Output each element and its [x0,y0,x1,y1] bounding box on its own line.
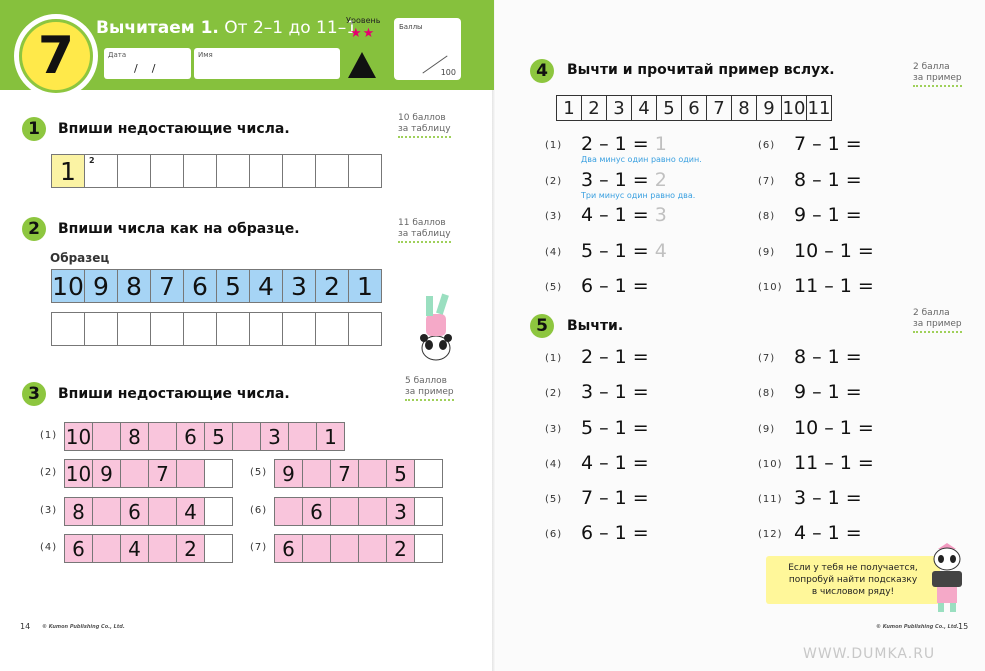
exercise-label: (4) [545,459,563,470]
problem-expression: 4 – 1 = [794,522,862,544]
answer-cell[interactable] [358,534,387,563]
subtraction-problem[interactable] [581,346,649,368]
sequence-row [275,497,443,526]
sample-cell: 6 [183,269,217,303]
exercise-label: (12) [758,529,783,540]
exercise-label: (3) [40,505,58,516]
answer-cell[interactable] [183,312,217,346]
subtraction-problem[interactable] [794,204,862,226]
exercise-label: (2) [40,467,58,478]
problem-expression: 11 – 1 = [794,275,874,297]
number-line [557,95,832,121]
answer-cell[interactable] [183,154,217,188]
exercise-label: (9) [758,424,776,435]
watermark: WWW.DUMKA.RU [803,646,936,662]
problem-expression: 3 – 1 = [581,169,649,191]
subtraction-problem[interactable] [794,417,874,439]
score-box[interactable] [394,18,461,80]
section-2-number: 2 [22,217,46,241]
subtraction-problem[interactable] [794,133,862,155]
sequence-cell: 4 [176,497,205,526]
sample-cell: 10 [51,269,85,303]
exercise-label: (10) [758,459,783,470]
problem-expression: 8 – 1 = [794,169,862,191]
subtraction-problem[interactable] [794,169,862,191]
exercise-label: (7) [758,353,776,364]
problem-expression: 2 – 1 = [581,133,649,155]
problem-expression: 10 – 1 = [794,240,874,262]
answer-cell[interactable] [348,154,382,188]
sequence-cell: 7 [330,459,359,488]
subtraction-problem[interactable] [581,522,649,544]
number-line-cell: 3 [606,95,632,121]
section-1-points: 10 баллов за таблицу [398,113,451,138]
section-2-title: Впиши числа как на образце. [58,221,300,237]
subtraction-problem[interactable] [794,275,874,297]
answer-cell[interactable] [348,312,382,346]
sequence-cell: 2 [176,534,205,563]
number-line-cell: 6 [681,95,707,121]
sequence-row [275,534,443,563]
problem-expression: 8 – 1 = [794,346,862,368]
reading-hint: Три минус один равно два. [581,191,696,200]
sequence-row [65,497,233,526]
exercise-label: (2) [545,176,563,187]
answer-cell[interactable] [414,459,443,488]
subtraction-problem[interactable] [794,522,862,544]
sequence-cell: 10 [64,459,93,488]
number-line-cell: 4 [631,95,657,121]
sequence-row [65,534,233,563]
answer-cell[interactable] [51,312,85,346]
sample-row [52,269,382,303]
sample-cell: 3 [282,269,316,303]
score-label: Баллы [399,23,423,31]
answer-cell[interactable] [414,497,443,526]
copyright-left: © Kumon Publishing Co., Ltd. [42,624,125,630]
answer-cell[interactable] [358,497,387,526]
hint-line-2: попробуй найти подсказку [788,575,918,585]
subtraction-problem[interactable] [581,275,649,297]
answer-example: 4 [648,240,667,262]
answer-cell[interactable] [249,312,283,346]
subtraction-problem[interactable] [794,346,862,368]
sequence-cell: 9 [92,459,121,488]
answer-cell[interactable] [414,534,443,563]
answer-cell[interactable] [150,312,184,346]
panda-handstand-illustration [414,292,460,364]
answer-example: 1 [648,133,667,155]
unit-number: 7 [22,22,90,90]
problem-expression: 11 – 1 = [794,452,874,474]
exercise-label: (7) [250,542,268,553]
answer-cell[interactable] [302,459,331,488]
exercise-label: (7) [758,176,776,187]
answer-cell[interactable] [216,154,250,188]
sequence-cell: 6 [64,534,93,563]
exercise-label: (4) [40,542,58,553]
answer-cell[interactable] [92,422,121,451]
answer-cell[interactable] [288,422,317,451]
section-3-title: Впиши недостающие числа. [58,386,290,402]
answer-cell[interactable] [330,534,359,563]
level-stars: ★★ [350,26,376,41]
answer-cell[interactable] [92,534,121,563]
answer-example: 3 [648,204,667,226]
panda-accordion-illustration [924,543,970,613]
exercise-label: (6) [250,505,268,516]
subtraction-problem[interactable] [581,133,667,155]
section-4-title: Вычти и прочитай пример вслух. [567,62,835,78]
problem-expression: 9 – 1 = [794,381,862,403]
answer-cell[interactable] [204,459,233,488]
subtraction-problem[interactable] [581,381,649,403]
section-4-number: 4 [530,59,554,83]
hint-line-1: Если у тебя не получается, [788,563,918,573]
problem-expression: 7 – 1 = [581,487,649,509]
sequence-cell: 2 [386,534,415,563]
problem-expression: 5 – 1 = [581,417,649,439]
sample-cell: 2 [315,269,349,303]
sequence-cell: 10 [64,422,93,451]
page-number-left: 14 [20,622,31,631]
score-max: 100 [440,68,456,77]
section-3-points: 5 баллов за пример [405,376,454,401]
sample-label: Образец [50,251,110,265]
answer-cell[interactable] [315,154,349,188]
sequence-cell: 6 [176,422,205,451]
answer-cell[interactable] [315,312,349,346]
problem-expression: 3 – 1 = [794,487,862,509]
answer-cell[interactable] [249,154,283,188]
problem-expression: 6 – 1 = [581,522,649,544]
hint-line-3: в числовом ряду! [811,587,895,597]
answer-cell[interactable] [216,312,250,346]
sequence-cell: 3 [260,422,289,451]
answer-cell[interactable] [282,312,316,346]
problem-expression: 5 – 1 = [581,240,649,262]
sequence-row [65,459,233,488]
number-line-cell: 9 [756,95,782,121]
sequence-cell: 7 [148,459,177,488]
section-5-points: 2 балла за пример [913,308,962,333]
number-line-cell: 10 [781,95,807,121]
sample-cell: 4 [249,269,283,303]
exercise-label: (11) [758,494,783,505]
subtraction-problem[interactable] [581,417,649,439]
sequence-cell: 1 [316,422,345,451]
subtraction-problem[interactable] [581,204,667,226]
subtraction-problem[interactable] [581,487,649,509]
problem-expression: 6 – 1 = [581,275,649,297]
table-cell-given: 1 [51,154,85,188]
exercise-label: (2) [545,388,563,399]
section-1-title: Впиши недостающие числа. [58,121,290,137]
exercise-label: (3) [545,211,563,222]
sequence-cell: 4 [120,534,149,563]
sequence-cell: 3 [386,497,415,526]
subtraction-problem[interactable] [794,381,862,403]
answer-cell[interactable] [204,534,233,563]
subtraction-problem[interactable] [794,240,874,262]
problem-expression: 7 – 1 = [794,133,862,155]
section-1-number: 1 [22,117,46,141]
exercise-label: (4) [545,247,563,258]
answer-example: 2 [648,169,667,191]
answer-cell[interactable] [84,312,118,346]
problem-expression: 9 – 1 = [794,204,862,226]
name-field[interactable] [194,48,340,79]
exercise-label: (6) [758,140,776,151]
exercise-label: (5) [545,282,563,293]
answer-cell[interactable] [274,497,303,526]
exercise-label: (1) [40,430,58,441]
reading-hint: Два минус один равно один. [581,155,702,164]
sequence-cell: 9 [274,459,303,488]
answer-cell[interactable] [92,497,121,526]
subtraction-problem[interactable] [794,452,874,474]
problem-expression: 10 – 1 = [794,417,874,439]
exercise-label: (1) [545,353,563,364]
number-line-cell: 7 [706,95,732,121]
sequence-cell: 8 [120,422,149,451]
hint-box [766,556,940,604]
exercise-label: (1) [545,140,563,151]
answer-cell[interactable] [232,422,261,451]
answer-cell[interactable] [148,497,177,526]
number-line-cell: 2 [581,95,607,121]
level-label: Уровень [346,16,381,25]
section-4-points: 2 балла за пример [913,62,962,87]
sample-cell: 5 [216,269,250,303]
answer-cell[interactable] [117,154,151,188]
answer-cell[interactable] [120,459,149,488]
answer-cell[interactable] [176,459,205,488]
date-field[interactable] [104,48,191,79]
sequence-cell: 5 [204,422,233,451]
worksheet-title: Вычитаем 1. От 2–1 до 11–1 [96,18,358,38]
problem-expression: 3 – 1 = [581,381,649,403]
exercise-label: (6) [545,529,563,540]
exercise-label: (9) [758,247,776,258]
subtraction-problem[interactable] [794,487,862,509]
level-triangle-icon [348,52,376,78]
exercise-label: (5) [250,467,268,478]
answer-cell[interactable] [282,154,316,188]
book-spine [492,0,496,671]
section-1-superscript: 2 [89,156,95,165]
section-5-number: 5 [530,314,554,338]
number-line-cell: 1 [556,95,582,121]
exercise-label: (8) [758,211,776,222]
answer-cell[interactable] [204,497,233,526]
section-2-points: 11 баллов за таблицу [398,218,451,243]
subtraction-problem[interactable] [581,169,667,191]
sequence-cell: 6 [120,497,149,526]
exercise-label: (8) [758,388,776,399]
answer-cell[interactable] [148,422,177,451]
sequence-cell: 5 [386,459,415,488]
answer-cell[interactable] [330,497,359,526]
number-line-cell: 8 [731,95,757,121]
date-slashes: / / [134,62,156,75]
answer-cell[interactable] [148,534,177,563]
sample-cell: 9 [84,269,118,303]
sample-cell: 7 [150,269,184,303]
sequence-cell: 6 [302,497,331,526]
sequence-row [65,422,345,451]
copyright-right: © Kumon Publishing Co., Ltd. [876,624,959,630]
exercise-label: (10) [758,282,783,293]
exercise-label: (5) [545,494,563,505]
answer-cell[interactable] [358,459,387,488]
problem-expression: 4 – 1 = [581,452,649,474]
subtraction-problem[interactable] [581,452,649,474]
section-3-number: 3 [22,382,46,406]
name-label: Имя [198,51,213,59]
answer-cell[interactable] [150,154,184,188]
page-number-right: 15 [958,622,969,631]
problem-expression: 2 – 1 = [581,346,649,368]
copy-row [52,312,382,346]
sample-cell: 1 [348,269,382,303]
answer-cell[interactable] [302,534,331,563]
sequence-row [275,459,443,488]
answer-cell[interactable] [117,312,151,346]
problem-expression: 4 – 1 = [581,204,649,226]
sample-cell: 8 [117,269,151,303]
subtraction-problem[interactable] [581,240,667,262]
section-5-title: Вычти. [567,318,624,334]
exercise-label: (3) [545,424,563,435]
sequence-cell: 6 [274,534,303,563]
sequence-cell: 8 [64,497,93,526]
number-line-cell: 5 [656,95,682,121]
number-line-cell: 11 [806,95,832,121]
date-label: Дата [108,51,127,59]
section-1-table [52,154,382,188]
